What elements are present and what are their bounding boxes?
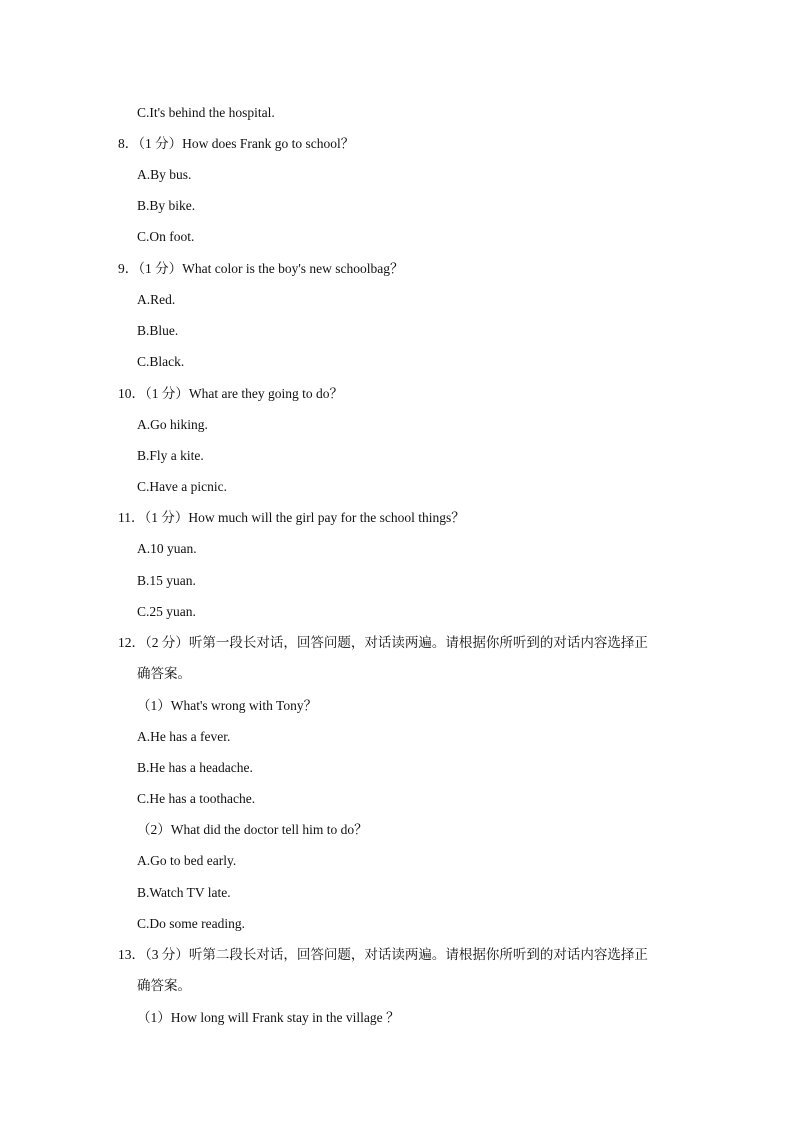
option-line: B.Fly a kite. (137, 448, 204, 463)
question-line: 8．（1 分）How does Frank go to school？ (118, 136, 355, 151)
option-line: B.Blue. (137, 323, 179, 338)
question-line: 10．（1 分）What are they going to do？ (118, 386, 343, 401)
option-line: A.10 yuan. (137, 541, 197, 556)
option-line: A.By bus. (137, 167, 192, 182)
option-line: B.15 yuan. (137, 573, 196, 588)
sub-question-line: （2）What did the doctor tell him to do？ (137, 822, 368, 837)
option-line: C.It's behind the hospital. (137, 105, 275, 120)
option-line: C.He has a toothache. (137, 791, 256, 806)
question-continuation: 确答案。 (137, 666, 191, 681)
option-line: B.By bike. (137, 198, 196, 213)
sub-question-line: （1）What's wrong with Tony？ (137, 698, 318, 713)
question-line: 11．（1 分）How much will the girl pay for the school things？ (118, 510, 465, 525)
question-line: 9．（1 分）What color is the boy's new schoolbag？ (118, 261, 404, 276)
option-line: B.Watch TV late. (137, 885, 231, 900)
question-line: 12．（2 分）听第一段长对话，回答问题，对话读两遍。请根据你所听到的对话内容选择正 (118, 635, 648, 650)
option-line: C.Do some reading. (137, 916, 245, 931)
option-line: A.He has a fever. (137, 729, 231, 744)
sub-question-line: （1）How long will Frank stay in the village ？ (137, 1010, 400, 1025)
option-line: C.On foot. (137, 229, 195, 244)
option-line: C.25 yuan. (137, 604, 196, 619)
question-continuation: 确答案。 (137, 978, 191, 993)
option-line: A.Go to bed early. (137, 853, 237, 868)
option-line: C.Black. (137, 354, 185, 369)
option-line: C.Have a picnic. (137, 479, 227, 494)
option-line: A.Red. (137, 292, 176, 307)
option-line: B.He has a headache. (137, 760, 253, 775)
question-line: 13．（3 分）听第二段长对话，回答问题，对话读两遍。请根据你所听到的对话内容选择正 (118, 947, 648, 962)
option-line: A.Go hiking. (137, 417, 208, 432)
